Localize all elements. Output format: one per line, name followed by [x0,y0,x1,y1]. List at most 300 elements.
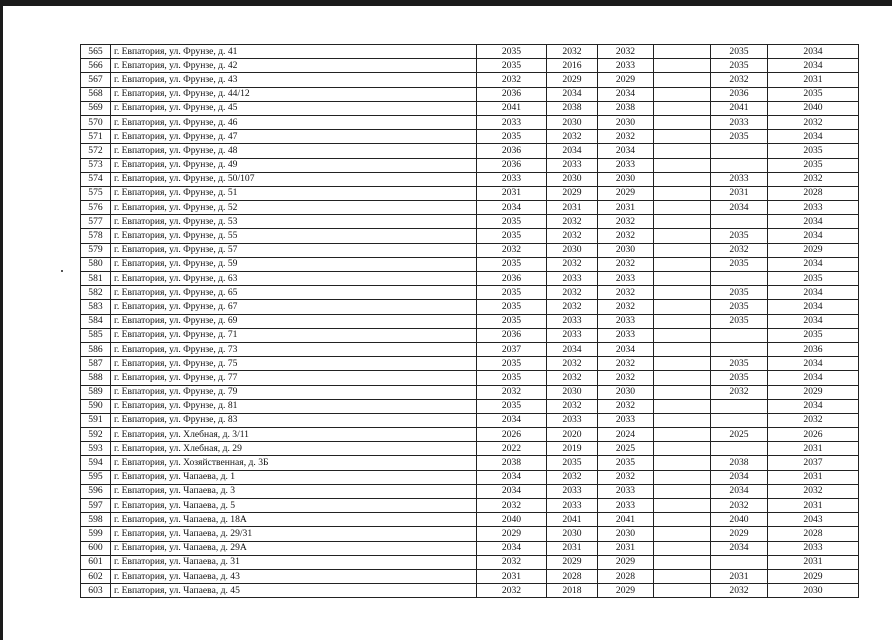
year-col-1-cell: 2034 [477,470,547,484]
year-col-1-cell: 2035 [477,59,547,73]
year-col-2-cell: 2030 [547,385,598,399]
year-col-1-cell: 2029 [477,527,547,541]
year-col-1-cell: 2032 [477,584,547,598]
row-number-cell: 603 [81,584,111,598]
year-col-1-cell: 2038 [477,456,547,470]
year-col-3-cell: 2033 [598,59,654,73]
table-row [81,413,859,427]
year-col-2-cell: 2034 [547,342,598,356]
row-number-cell: 585 [81,328,111,342]
address-cell: г. Евпатория, ул. Фрунзе, д. 43 [111,73,477,87]
year-col-6-cell: 2031 [768,442,859,456]
table-row [81,385,859,399]
year-col-2-cell: 2031 [547,541,598,555]
year-col-4-cell [654,328,711,342]
year-col-4-cell [654,555,711,569]
year-col-5-cell: 2041 [711,101,768,115]
year-col-2-cell: 2032 [547,286,598,300]
year-col-1-cell: 2036 [477,158,547,172]
year-col-6-cell: 2031 [768,555,859,569]
table-row [81,130,859,144]
row-number-cell: 573 [81,158,111,172]
table-row [81,229,859,243]
year-col-2-cell: 2033 [547,272,598,286]
year-col-2-cell: 2032 [547,229,598,243]
address-cell: г. Евпатория, ул. Фрунзе, д. 47 [111,130,477,144]
row-number-cell: 567 [81,73,111,87]
year-col-6-cell: 2034 [768,229,859,243]
year-col-4-cell [654,300,711,314]
year-col-5-cell: 2034 [711,541,768,555]
year-col-3-cell: 2032 [598,215,654,229]
address-cell: г. Евпатория, ул. Хлебная, д. 3/11 [111,428,477,442]
year-col-2-cell: 2034 [547,144,598,158]
year-col-6-cell: 2035 [768,87,859,101]
table-row [81,584,859,598]
year-col-3-cell: 2033 [598,314,654,328]
year-col-5-cell [711,342,768,356]
year-col-3-cell: 2029 [598,73,654,87]
address-cell: г. Евпатория, ул. Фрунзе, д. 67 [111,300,477,314]
year-col-2-cell: 2033 [547,158,598,172]
year-col-1-cell: 2034 [477,484,547,498]
housing-schedule-table [80,44,859,598]
year-col-5-cell: 2032 [711,243,768,257]
table-row [81,59,859,73]
row-number-cell: 600 [81,541,111,555]
year-col-3-cell: 2030 [598,115,654,129]
table-row [81,555,859,569]
year-col-2-cell: 2034 [547,87,598,101]
year-col-1-cell: 2035 [477,229,547,243]
year-col-3-cell: 2032 [598,357,654,371]
year-col-6-cell: 2035 [768,272,859,286]
address-cell: г. Евпатория, ул. Чапаева, д. 45 [111,584,477,598]
row-number-cell: 566 [81,59,111,73]
year-col-3-cell: 2025 [598,442,654,456]
year-col-5-cell: 2033 [711,172,768,186]
address-cell: г. Евпатория, ул. Хозяйственная, д. 3Б [111,456,477,470]
year-col-2-cell: 2029 [547,73,598,87]
year-col-4-cell [654,569,711,583]
address-cell: г. Евпатория, ул. Чапаева, д. 18А [111,513,477,527]
year-col-6-cell: 2030 [768,584,859,598]
table-row [81,101,859,115]
year-col-4-cell [654,456,711,470]
year-col-3-cell: 2033 [598,413,654,427]
table-row [81,399,859,413]
row-number-cell: 582 [81,286,111,300]
row-number-cell: 597 [81,499,111,513]
address-cell: г. Евпатория, ул. Фрунзе, д. 63 [111,272,477,286]
year-col-6-cell: 2033 [768,541,859,555]
row-number-cell: 586 [81,342,111,356]
year-col-1-cell: 2032 [477,243,547,257]
year-col-6-cell: 2034 [768,59,859,73]
year-col-6-cell: 2037 [768,456,859,470]
row-number-cell: 576 [81,201,111,215]
year-col-1-cell: 2033 [477,172,547,186]
scan-border-left [0,0,3,640]
year-col-2-cell: 2033 [547,314,598,328]
year-col-2-cell: 2030 [547,115,598,129]
year-col-5-cell: 2035 [711,59,768,73]
year-col-4-cell [654,201,711,215]
year-col-3-cell: 2032 [598,130,654,144]
address-cell: г. Евпатория, ул. Чапаева, д. 5 [111,499,477,513]
year-col-4-cell [654,413,711,427]
year-col-4-cell [654,541,711,555]
year-col-5-cell: 2035 [711,45,768,59]
year-col-1-cell: 2036 [477,87,547,101]
table-row [81,272,859,286]
year-col-4-cell [654,442,711,456]
year-col-3-cell: 2033 [598,158,654,172]
year-col-5-cell: 2040 [711,513,768,527]
year-col-4-cell [654,172,711,186]
year-col-6-cell: 2040 [768,101,859,115]
year-col-5-cell [711,442,768,456]
row-number-cell: 580 [81,257,111,271]
year-col-6-cell: 2028 [768,186,859,200]
year-col-1-cell: 2032 [477,385,547,399]
table-row [81,215,859,229]
year-col-5-cell: 2025 [711,428,768,442]
year-col-5-cell [711,215,768,229]
year-col-3-cell: 2030 [598,172,654,186]
year-col-3-cell: 2032 [598,229,654,243]
year-col-3-cell: 2030 [598,527,654,541]
year-col-3-cell: 2034 [598,144,654,158]
year-col-5-cell: 2031 [711,186,768,200]
row-number-cell: 579 [81,243,111,257]
address-cell: г. Евпатория, ул. Хлебная, д. 29 [111,442,477,456]
row-number-cell: 583 [81,300,111,314]
year-col-4-cell [654,101,711,115]
year-col-5-cell: 2035 [711,357,768,371]
table-row [81,73,859,87]
year-col-5-cell: 2035 [711,371,768,385]
row-number-cell: 591 [81,413,111,427]
year-col-4-cell [654,484,711,498]
year-col-3-cell: 2038 [598,101,654,115]
year-col-3-cell: 2035 [598,456,654,470]
table-row [81,201,859,215]
address-cell: г. Евпатория, ул. Фрунзе, д. 83 [111,413,477,427]
year-col-1-cell: 2022 [477,442,547,456]
row-number-cell: 596 [81,484,111,498]
table-row [81,470,859,484]
year-col-4-cell [654,513,711,527]
year-col-4-cell [654,186,711,200]
address-cell: г. Евпатория, ул. Фрунзе, д. 77 [111,371,477,385]
row-number-cell: 570 [81,115,111,129]
row-number-cell: 578 [81,229,111,243]
row-number-cell: 592 [81,428,111,442]
address-cell: г. Евпатория, ул. Фрунзе, д. 59 [111,257,477,271]
address-cell: г. Евпатория, ул. Фрунзе, д. 75 [111,357,477,371]
year-col-3-cell: 2032 [598,300,654,314]
address-cell: г. Евпатория, ул. Фрунзе, д. 81 [111,399,477,413]
row-number-cell: 598 [81,513,111,527]
row-number-cell: 602 [81,569,111,583]
table-row [81,541,859,555]
table-row [81,342,859,356]
address-cell: г. Евпатория, ул. Фрунзе, д. 79 [111,385,477,399]
year-col-2-cell: 2032 [547,371,598,385]
year-col-5-cell [711,555,768,569]
year-col-5-cell: 2032 [711,499,768,513]
year-col-2-cell: 2020 [547,428,598,442]
year-col-3-cell: 2032 [598,470,654,484]
year-col-6-cell: 2034 [768,257,859,271]
year-col-2-cell: 2041 [547,513,598,527]
year-col-2-cell: 2030 [547,527,598,541]
table-row [81,442,859,456]
year-col-5-cell: 2032 [711,73,768,87]
year-col-1-cell: 2035 [477,257,547,271]
address-cell: г. Евпатория, ул. Фрунзе, д. 48 [111,144,477,158]
year-col-2-cell: 2032 [547,130,598,144]
year-col-5-cell: 2034 [711,484,768,498]
year-col-3-cell: 2028 [598,569,654,583]
year-col-5-cell [711,413,768,427]
address-cell: г. Евпатория, ул. Фрунзе, д. 49 [111,158,477,172]
year-col-3-cell: 2030 [598,385,654,399]
year-col-1-cell: 2035 [477,357,547,371]
year-col-6-cell: 2035 [768,328,859,342]
year-col-5-cell: 2035 [711,314,768,328]
year-col-5-cell: 2029 [711,527,768,541]
row-number-cell: 572 [81,144,111,158]
address-cell: г. Евпатория, ул. Фрунзе, д. 71 [111,328,477,342]
year-col-5-cell: 2035 [711,300,768,314]
address-cell: г. Евпатория, ул. Фрунзе, д. 44/12 [111,87,477,101]
year-col-4-cell [654,243,711,257]
year-col-6-cell: 2026 [768,428,859,442]
year-col-3-cell: 2041 [598,513,654,527]
year-col-5-cell: 2035 [711,286,768,300]
table-row [81,286,859,300]
year-col-4-cell [654,73,711,87]
year-col-3-cell: 2032 [598,45,654,59]
row-number-cell: 574 [81,172,111,186]
year-col-3-cell: 2031 [598,201,654,215]
table-row [81,357,859,371]
address-cell: г. Евпатория, ул. Фрунзе, д. 69 [111,314,477,328]
table-row [81,428,859,442]
table-row [81,484,859,498]
table-row [81,371,859,385]
year-col-2-cell: 2032 [547,357,598,371]
year-col-6-cell: 2034 [768,45,859,59]
year-col-5-cell: 2036 [711,87,768,101]
table-row [81,87,859,101]
address-cell: г. Евпатория, ул. Чапаева, д. 29/31 [111,527,477,541]
address-cell: г. Евпатория, ул. Фрунзе, д. 46 [111,115,477,129]
table-row [81,314,859,328]
year-col-2-cell: 2029 [547,186,598,200]
year-col-1-cell: 2032 [477,555,547,569]
table-row [81,499,859,513]
year-col-4-cell [654,399,711,413]
year-col-2-cell: 2031 [547,201,598,215]
year-col-1-cell: 2034 [477,413,547,427]
year-col-6-cell: 2031 [768,73,859,87]
year-col-4-cell [654,527,711,541]
year-col-3-cell: 2029 [598,555,654,569]
year-col-2-cell: 2030 [547,172,598,186]
year-col-1-cell: 2033 [477,115,547,129]
year-col-5-cell [711,272,768,286]
year-col-5-cell: 2034 [711,201,768,215]
table-row [81,144,859,158]
table-row [81,115,859,129]
year-col-6-cell: 2034 [768,215,859,229]
table-row [81,257,859,271]
year-col-5-cell [711,399,768,413]
address-cell: г. Евпатория, ул. Фрунзе, д. 65 [111,286,477,300]
year-col-2-cell: 2032 [547,257,598,271]
year-col-5-cell: 2032 [711,385,768,399]
row-number-cell: 590 [81,399,111,413]
year-col-5-cell [711,158,768,172]
address-cell: г. Евпатория, ул. Чапаева, д. 29А [111,541,477,555]
table-row [81,172,859,186]
address-cell: г. Евпатория, ул. Фрунзе, д. 52 [111,201,477,215]
year-col-6-cell: 2036 [768,342,859,356]
year-col-6-cell: 2034 [768,314,859,328]
year-col-4-cell [654,428,711,442]
year-col-1-cell: 2034 [477,541,547,555]
table-row [81,158,859,172]
year-col-1-cell: 2035 [477,215,547,229]
table-body [81,45,859,598]
year-col-5-cell [711,328,768,342]
table-row [81,328,859,342]
year-col-3-cell: 2033 [598,272,654,286]
year-col-2-cell: 2033 [547,499,598,513]
year-col-1-cell: 2035 [477,399,547,413]
year-col-5-cell: 2035 [711,229,768,243]
address-cell: г. Евпатория, ул. Фрунзе, д. 53 [111,215,477,229]
row-number-cell: 571 [81,130,111,144]
address-cell: г. Евпатория, ул. Фрунзе, д. 57 [111,243,477,257]
row-number-cell: 569 [81,101,111,115]
table-row [81,527,859,541]
year-col-5-cell: 2035 [711,130,768,144]
year-col-6-cell: 2032 [768,413,859,427]
year-col-2-cell: 2016 [547,59,598,73]
year-col-6-cell: 2034 [768,130,859,144]
year-col-6-cell: 2031 [768,470,859,484]
year-col-6-cell: 2033 [768,201,859,215]
year-col-6-cell: 2029 [768,385,859,399]
row-number-cell: 588 [81,371,111,385]
year-col-5-cell: 2034 [711,470,768,484]
year-col-2-cell: 2038 [547,101,598,115]
table-row [81,186,859,200]
year-col-2-cell: 2032 [547,470,598,484]
row-number-cell: 599 [81,527,111,541]
year-col-6-cell: 2035 [768,158,859,172]
row-number-cell: 589 [81,385,111,399]
year-col-3-cell: 2033 [598,328,654,342]
year-col-3-cell: 2034 [598,342,654,356]
year-col-4-cell [654,158,711,172]
row-number-cell: 577 [81,215,111,229]
year-col-6-cell: 2031 [768,499,859,513]
year-col-4-cell [654,357,711,371]
row-number-cell: 584 [81,314,111,328]
year-col-3-cell: 2024 [598,428,654,442]
year-col-3-cell: 2029 [598,584,654,598]
year-col-4-cell [654,371,711,385]
scan-border-top [0,0,892,6]
year-col-2-cell: 2032 [547,399,598,413]
row-number-cell: 595 [81,470,111,484]
year-col-4-cell [654,45,711,59]
year-col-2-cell: 2018 [547,584,598,598]
year-col-1-cell: 2035 [477,300,547,314]
year-col-1-cell: 2040 [477,513,547,527]
year-col-5-cell: 2035 [711,257,768,271]
year-col-5-cell [711,144,768,158]
year-col-1-cell: 2035 [477,314,547,328]
year-col-3-cell: 2030 [598,243,654,257]
year-col-6-cell: 2032 [768,172,859,186]
row-number-cell: 587 [81,357,111,371]
year-col-4-cell [654,272,711,286]
scan-speck [61,270,63,272]
table-row [81,45,859,59]
address-cell: г. Евпатория, ул. Фрунзе, д. 41 [111,45,477,59]
table-row [81,456,859,470]
year-col-4-cell [654,584,711,598]
row-number-cell: 601 [81,555,111,569]
year-col-6-cell: 2035 [768,144,859,158]
row-number-cell: 565 [81,45,111,59]
year-col-3-cell: 2032 [598,371,654,385]
address-cell: г. Евпатория, ул. Фрунзе, д. 51 [111,186,477,200]
year-col-6-cell: 2043 [768,513,859,527]
year-col-4-cell [654,115,711,129]
year-col-4-cell [654,314,711,328]
year-col-1-cell: 2035 [477,371,547,385]
year-col-1-cell: 2037 [477,342,547,356]
row-number-cell: 594 [81,456,111,470]
year-col-1-cell: 2036 [477,144,547,158]
year-col-1-cell: 2032 [477,73,547,87]
year-col-6-cell: 2034 [768,357,859,371]
year-col-3-cell: 2033 [598,499,654,513]
year-col-6-cell: 2032 [768,115,859,129]
year-col-3-cell: 2032 [598,399,654,413]
year-col-4-cell [654,215,711,229]
year-col-4-cell [654,229,711,243]
year-col-6-cell: 2034 [768,399,859,413]
row-number-cell: 593 [81,442,111,456]
year-col-4-cell [654,470,711,484]
year-col-3-cell: 2033 [598,484,654,498]
address-cell: г. Евпатория, ул. Фрунзе, д. 55 [111,229,477,243]
address-cell: г. Евпатория, ул. Фрунзе, д. 73 [111,342,477,356]
year-col-2-cell: 2028 [547,569,598,583]
year-col-4-cell [654,144,711,158]
table-row [81,300,859,314]
year-col-6-cell: 2034 [768,286,859,300]
year-col-4-cell [654,286,711,300]
